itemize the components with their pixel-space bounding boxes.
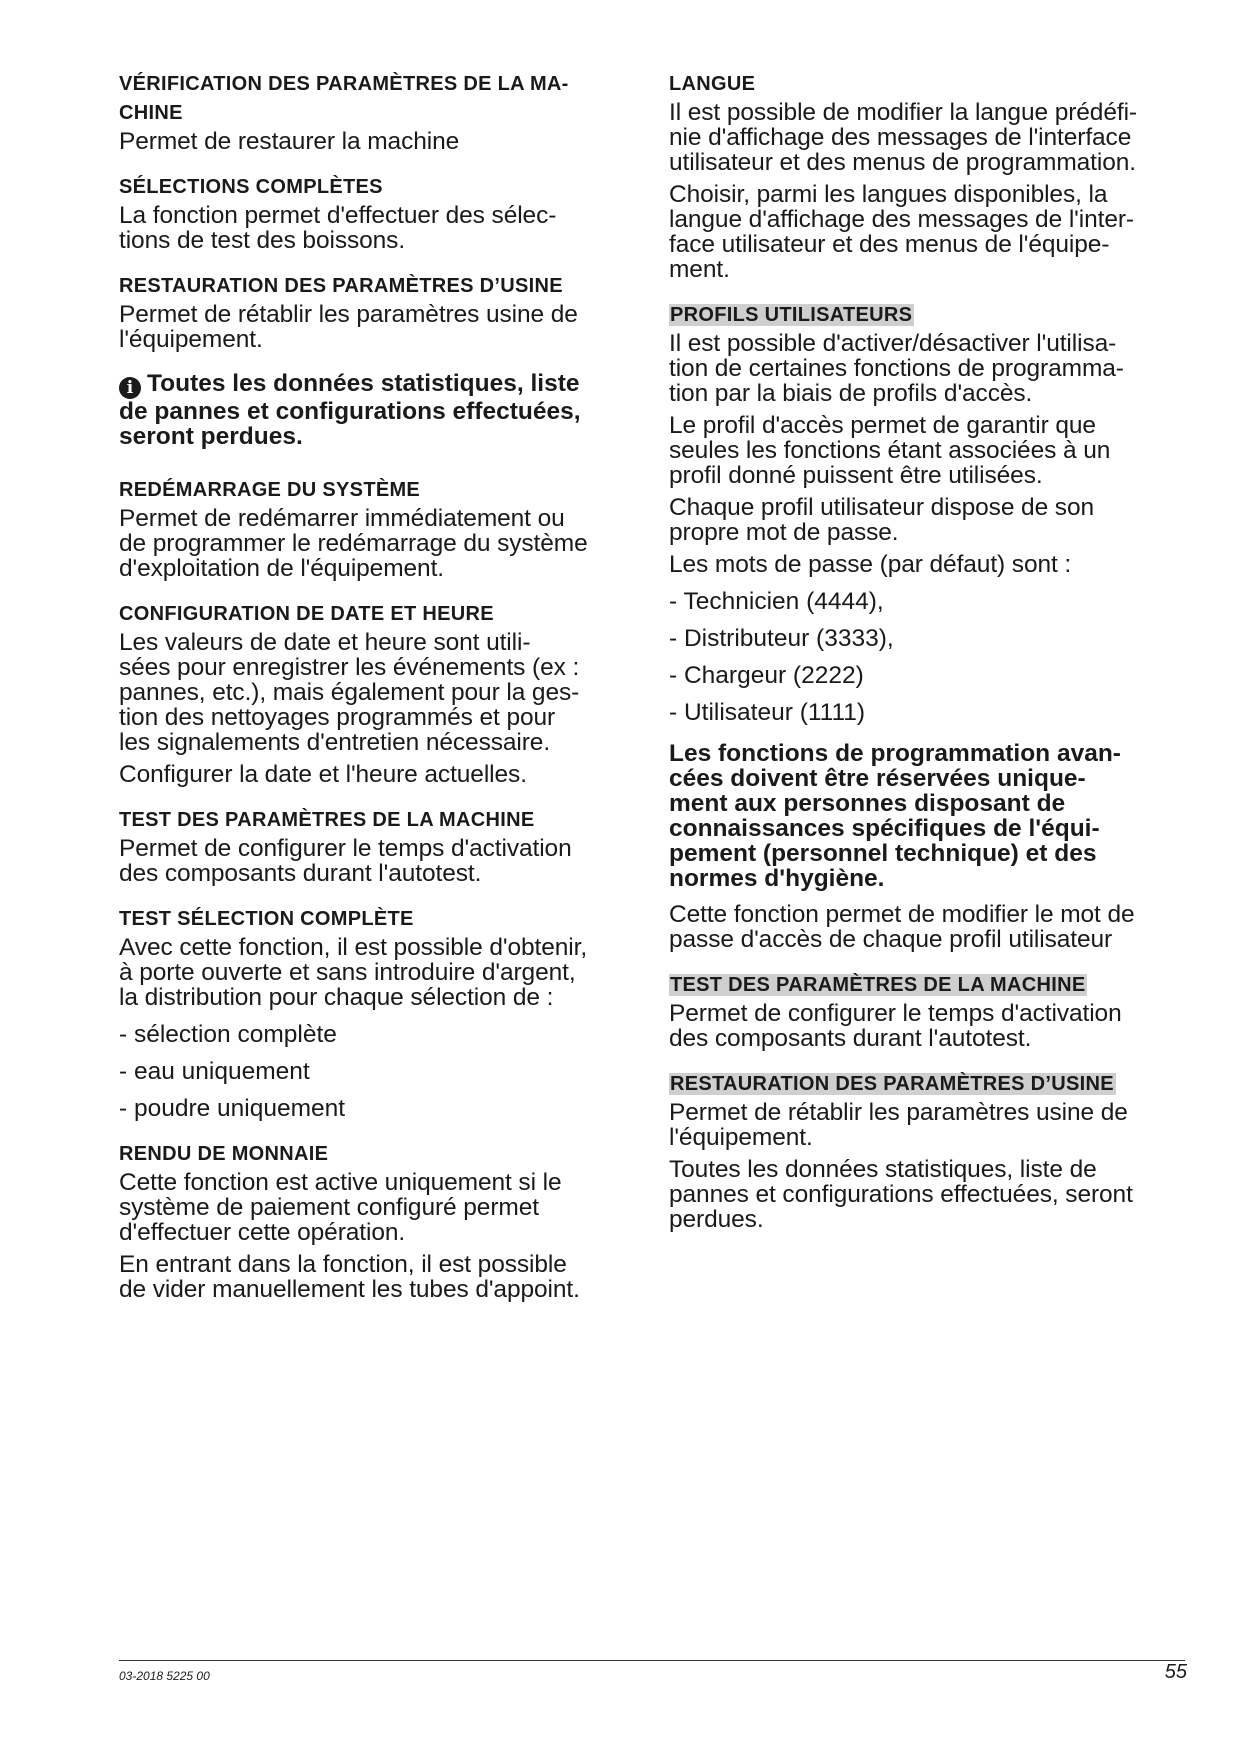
section-text: Permet de rétablir les paramètres usine de l'équipement. xyxy=(119,301,578,353)
section-text: La fonction permet d'effectuer des sélec- tions de test des boissons. xyxy=(119,202,557,254)
footer-rule xyxy=(119,1660,1185,1661)
section-profils-utilisateurs xyxy=(669,301,1199,952)
section-text: Il est possible de modifier la langue prédéfi- nie d'affichage des messages de l'interface utilisateur et des menus de programmation. xyxy=(669,99,1137,176)
list-item: - sélection complète xyxy=(119,1021,337,1048)
section-text: Toutes les données statistiques, liste de pannes et configurations effectuées, seront perdues. xyxy=(669,1156,1133,1233)
section-text: En entrant dans la fonction, il est possible de vider manuellement les tubes d'appoint. xyxy=(119,1251,580,1303)
section-text: Cette fonction permet de modifier le mot de passe d'accès de chaque profil utilisateur xyxy=(669,901,1135,953)
section-heading: RESTAURATION DES PARAMÈTRES D’USINE xyxy=(119,275,563,297)
section-date-heure xyxy=(119,600,639,787)
section-text: Les mots de passe (par défaut) sont : xyxy=(669,551,1072,578)
section-text: Les valeurs de date et heure sont utili- sées pour enregistrer les événements (ex : pannes, etc.), mais également pour la ges- tion des nettoyages programmés et pour les signalements d'entretien nécessaire. xyxy=(119,629,580,756)
section-text: Permet de configurer le temps d'activation des composants durant l'autotest. xyxy=(119,835,572,887)
section-text: Chaque profil utilisateur dispose de son propre mot de passe. xyxy=(669,494,1095,546)
section-test-selection xyxy=(119,905,639,1121)
warning-note: i Toutes les données statistiques, liste de pannes et configurations effectuées, seront perdues. xyxy=(119,370,581,450)
list-item: - Technicien (4444), xyxy=(669,588,884,615)
warning-text: Les fonctions de programmation avan- cées doivent être réservées unique- ment aux personnes disposant de connaissances spécifiques de l'équi- pement (personnel technique) et des normes d'hygiène. xyxy=(669,740,1121,892)
section-text: Permet de configurer le temps d'activation des composants durant l'autotest. xyxy=(669,1000,1122,1052)
section-heading: REDÉMARRAGE DU SYSTÈME xyxy=(119,479,421,501)
section-text: Permet de redémarrer immédiatement ou de programmer le redémarrage du système d'exploitation de l'équipement. xyxy=(119,505,588,582)
section-heading: TEST SÉLECTION COMPLÈTE xyxy=(119,908,414,930)
section-text: Choisir, parmi les langues disponibles, la langue d'affichage des messages de l'inter- face utilisateur et des menus de l'équipe- ment. xyxy=(669,181,1134,283)
section-text: Il est possible d'activer/désactiver l'utilisa- tion de certaines fonctions de programma- tion par la biais de profils d'accès. xyxy=(669,330,1124,407)
section-heading: SÉLECTIONS COMPLÈTES xyxy=(119,176,383,198)
section-text: Configurer la date et l'heure actuelles. xyxy=(119,761,527,788)
section-restauration-usine-right xyxy=(669,1070,1199,1232)
section-heading: CONFIGURATION DE DATE ET HEURE xyxy=(119,603,494,625)
section-heading: LANGUE xyxy=(669,73,756,95)
section-text: Permet de restaurer la machine xyxy=(119,128,460,155)
section-langue xyxy=(669,70,1199,282)
footer-code: 03-2018 5225 00 xyxy=(119,1669,210,1683)
list-item: - Chargeur (2222) xyxy=(669,662,864,689)
list-item: - eau uniquement xyxy=(119,1058,310,1085)
section-text: Cette fonction est active uniquement si le système de paiement configuré permet d'effectuer cette opération. xyxy=(119,1169,562,1246)
section-heading: TEST DES PARAMÈTRES DE LA MACHINE xyxy=(119,809,535,831)
section-text: Le profil d'accès permet de garantir que seules les fonctions étant associées à un profil donné puissent être utilisées. xyxy=(669,412,1111,489)
page-number: 55 xyxy=(1164,1661,1187,1683)
list-item: - Distributeur (3333), xyxy=(669,625,894,652)
section-text: Permet de rétablir les paramètres usine de l'équipement. xyxy=(669,1099,1128,1151)
section-redemarrage xyxy=(119,476,639,581)
left-column xyxy=(119,70,639,1321)
section-heading: PROFILS UTILISATEURS xyxy=(670,304,913,326)
section-text: Avec cette fonction, il est possible d'obtenir, à porte ouverte et sans introduire d'argent, la distribution pour chaque sélection de : xyxy=(119,934,588,1011)
section-selections-completes xyxy=(119,173,639,253)
list-item: - poudre uniquement xyxy=(119,1095,346,1122)
info-icon: i xyxy=(119,377,141,399)
list-item: - Utilisateur (1111) xyxy=(669,699,866,726)
section-restauration-usine xyxy=(119,272,639,352)
section-heading: RESTAURATION DES PARAMÈTRES D’USINE xyxy=(670,1073,1114,1095)
section-verification-parametres xyxy=(119,70,639,154)
right-column xyxy=(669,70,1199,1251)
section-heading: RENDU DE MONNAIE xyxy=(119,1143,329,1165)
section-heading: TEST DES PARAMÈTRES DE LA MACHINE xyxy=(670,974,1086,996)
section-test-parametres xyxy=(119,806,639,886)
section-heading: VÉRIFICATION DES PARAMÈTRES DE LA MA- CHINE xyxy=(119,73,569,124)
section-test-parametres-right xyxy=(669,971,1199,1051)
section-rendu-monnaie xyxy=(119,1140,639,1302)
